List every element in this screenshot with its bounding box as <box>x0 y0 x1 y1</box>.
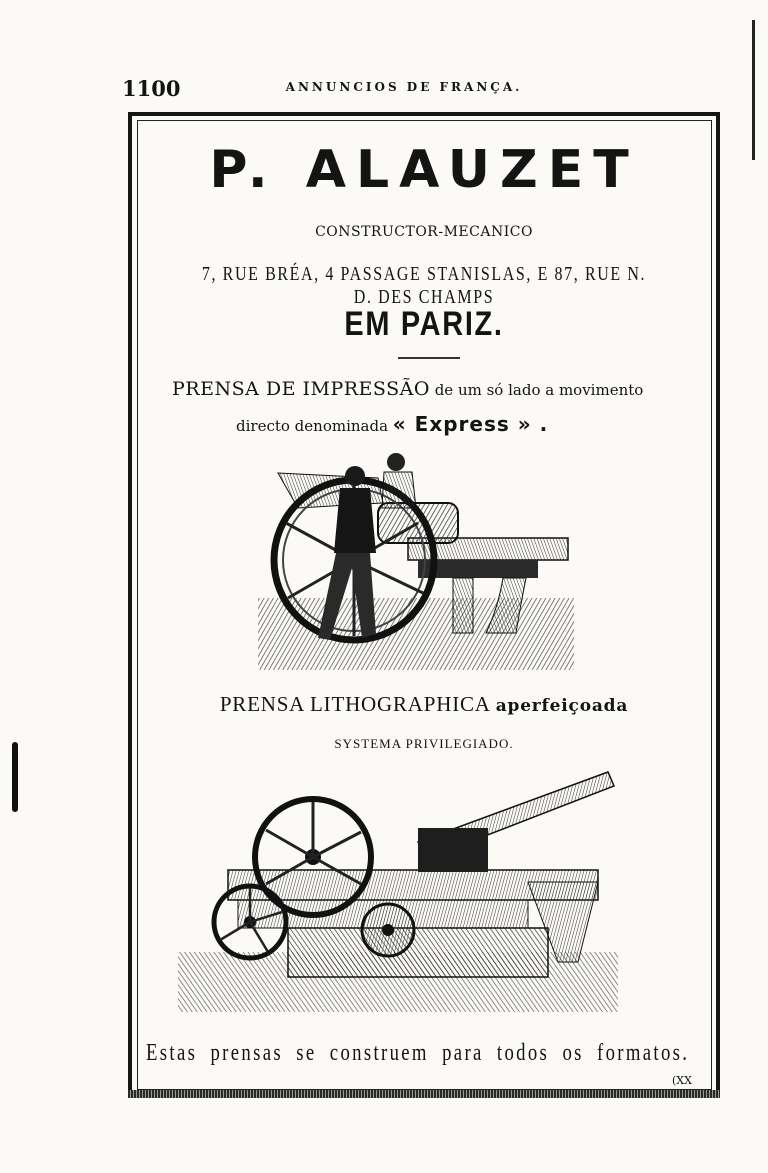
press1-subheading <box>236 412 676 436</box>
advert-code: (XX <box>672 1074 692 1087</box>
city: EM PARIZ. <box>344 305 504 343</box>
lithographic-press-engraving <box>178 762 618 1020</box>
footer-tagline: Estas prensas se construem para todos os formatos. <box>146 1040 690 1066</box>
profession: CONSTRUCTOR-MECANICO <box>315 224 533 240</box>
press2-heading <box>138 692 710 717</box>
decorative-bottom-band <box>128 1090 720 1098</box>
press2-system: SYSTEMA PRIVILEGIADO. <box>334 736 514 751</box>
express-press-engraving <box>258 448 574 672</box>
running-title: ANNUNCIOS DE FRANÇA. <box>285 80 523 94</box>
press1-model: « Express » . <box>392 412 549 436</box>
press2-modifier: aperfeiçoada <box>495 696 629 716</box>
press1-heading <box>172 378 692 400</box>
press1-desc-line2: directo denominada <box>236 417 389 435</box>
company-name: P. ALAUZET <box>209 140 639 200</box>
press2-name: PRENSA LITHOGRAPHICA <box>219 692 490 716</box>
page-number: 1100 <box>122 76 181 101</box>
address: 7, RUE BRÉA, 4 PASSAGE STANISLAS, E 87, RUE N. D. DES CHAMPS <box>201 263 647 308</box>
margin-mark <box>12 742 18 812</box>
press1-desc-line1: de um só lado a movimento <box>434 381 644 399</box>
divider-rule <box>398 357 460 359</box>
press1-name: PRENSA DE IMPRESSÃO <box>172 378 430 400</box>
